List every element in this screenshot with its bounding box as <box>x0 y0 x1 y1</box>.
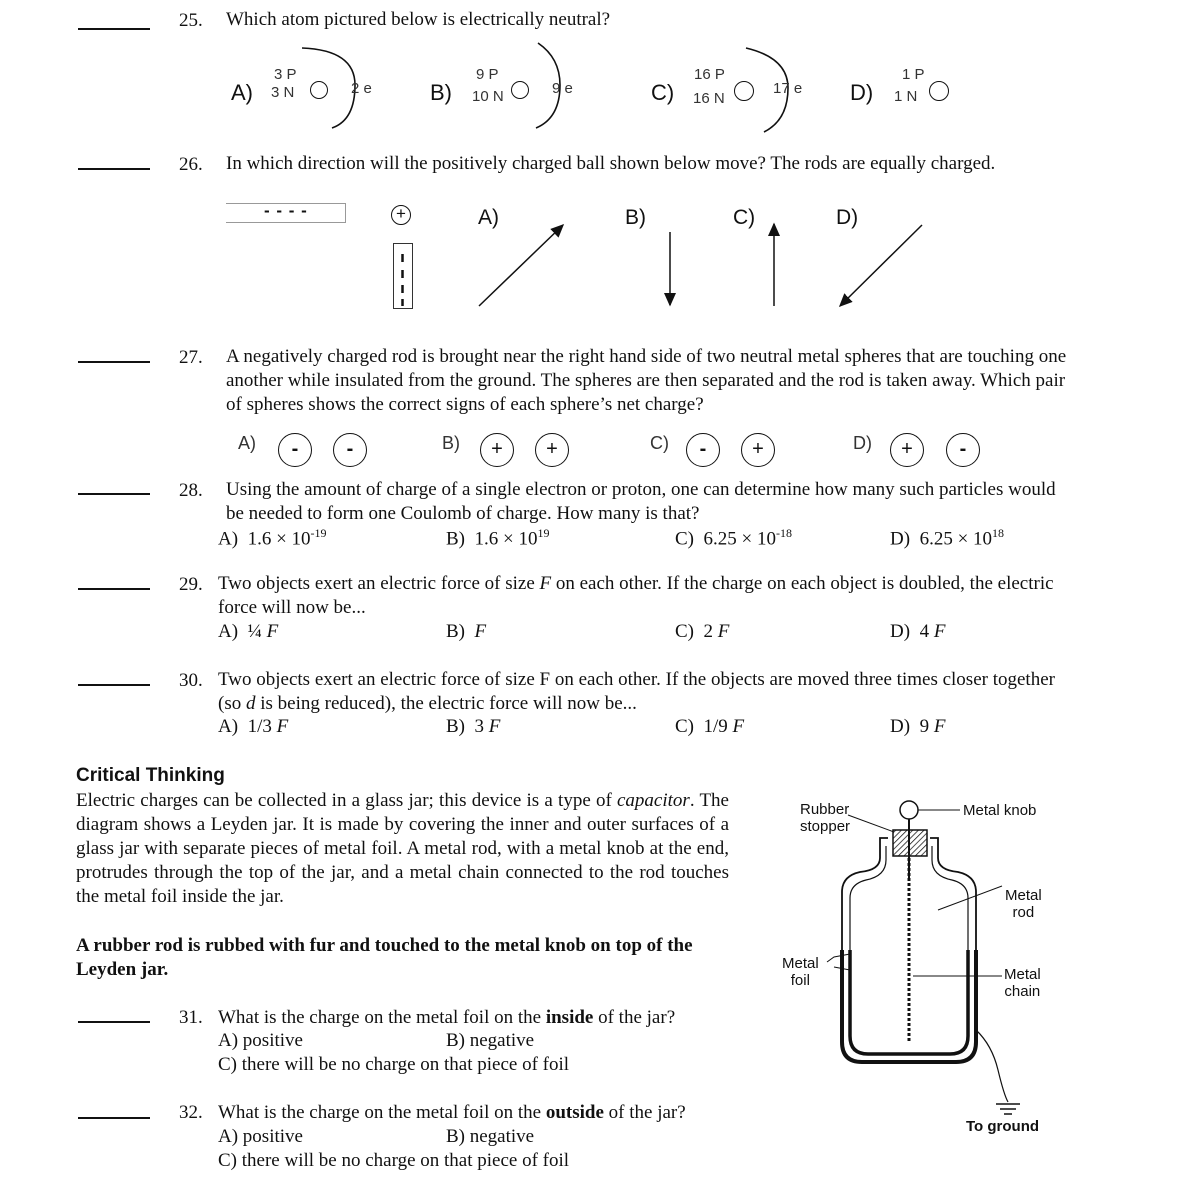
answer-option: A) $1.6 \times 10^{-19}$ <box>218 526 327 550</box>
answer-option: B) negative <box>446 1030 535 1051</box>
answer-option: D) 4 F <box>890 621 946 642</box>
answer-option: A) 1/3 F <box>218 716 289 737</box>
sphere-sign: - <box>278 433 312 467</box>
answer-option: C) 1/9 F <box>675 716 745 737</box>
option-letter: C) <box>650 433 669 453</box>
proton-count: 16 P <box>694 66 725 83</box>
question-text: A negatively charged rod is brought near the right hand side of two neutral metal spheres that are touching one another while insulated from the ground. The spheres are then separated and the rod is taken away. Which pair of spheres shows the correct signs of each sphere’s net charge? <box>226 346 1067 415</box>
answer-option: C) there will be no charge on that piece of foil <box>218 1054 570 1075</box>
question-number: 31. <box>179 1007 203 1028</box>
option-letter: D) <box>836 206 859 229</box>
electron-count: 2 e <box>351 80 372 97</box>
answer-option: A) positive <box>218 1126 303 1147</box>
sphere-sign: - <box>333 433 367 467</box>
question-text: Two objects exert an electric force of size F on each other. If the charge on each object is doubled, the electric force will now be... <box>218 573 1054 618</box>
question-text: Which atom pictured below is electrically neutral? <box>226 9 611 30</box>
arrow-down-left-icon <box>840 225 922 306</box>
option-letter: C) <box>733 206 756 229</box>
answer-blank-29[interactable] <box>78 588 150 590</box>
option-letter: B) <box>442 433 460 453</box>
answer-option: B) F <box>446 621 487 642</box>
arrow-up-right-icon <box>479 225 563 306</box>
proton-count: 1 P <box>902 66 925 83</box>
answer-option: A) positive <box>218 1030 303 1051</box>
question-text: What is the charge on the metal foil on the inside of the jar? <box>218 1007 676 1028</box>
question-number: 32. <box>179 1102 203 1123</box>
proton-count: 3 P <box>274 66 297 83</box>
sphere-sign: + <box>535 433 569 467</box>
option-letter: B) <box>625 206 646 229</box>
option-letter: A) <box>231 80 253 105</box>
option-letter: A) <box>238 433 256 453</box>
option-letter: B) <box>430 80 452 105</box>
answer-blank-31[interactable] <box>78 1021 150 1023</box>
sphere-sign: + <box>890 433 924 467</box>
option-letter: D) <box>850 80 874 105</box>
answer-option: B) negative <box>446 1126 535 1147</box>
metal-knob-label: Metal knob <box>963 802 1037 819</box>
answer-blank-32[interactable] <box>78 1117 150 1119</box>
question-number: 26. <box>179 154 203 175</box>
metal-knob-icon <box>900 801 918 819</box>
option-letter: D) <box>853 433 872 453</box>
answer-option: C) there will be no charge on that piece of foil <box>218 1150 570 1171</box>
rubber-stopper-label: Rubber stopper <box>800 801 851 835</box>
question-number: 28. <box>179 480 203 501</box>
question-number: 30. <box>179 670 203 691</box>
option-letter: A) <box>478 206 499 229</box>
answer-option: D) 9 F <box>890 716 946 737</box>
neutron-count: 1 N <box>894 88 918 105</box>
question-text: Using the amount of charge of a single electron or proton, one can determine how many such particles would be needed to form one Coulomb of charge. How many is that? <box>226 479 1056 524</box>
to-ground-label: To ground <box>966 1118 1040 1135</box>
answer-blank-28[interactable] <box>78 493 150 495</box>
question-text: In which direction will the positively charged ball shown below move? The rods are equally charged. <box>226 153 996 174</box>
positive-ball: + <box>391 205 411 225</box>
neutron-count: 3 N <box>271 84 295 101</box>
answer-option: D) $6.25 \times 10^{18}$ <box>890 526 1005 550</box>
section-heading: Critical Thinking <box>76 765 225 786</box>
question-number: 25. <box>179 10 203 31</box>
answer-blank-30[interactable] <box>78 684 150 686</box>
question-number: 27. <box>179 347 203 368</box>
proton-count: 9 P <box>476 66 499 83</box>
metal-foil-label: Metal foil <box>782 955 819 989</box>
question-text: Two objects exert an electric force of size F on each other. If the objects are moved three times closer together (so d is being reduced), the electric force will now be... <box>218 669 1055 714</box>
electron-count: 17 e <box>773 80 803 97</box>
intro-paragraph: Electric charges can be collected in a glass jar; this device is a type of capacitor. The diagram shows a Leyden jar. It is made by covering the inner and outer surfaces of a glass jar with separate pieces of metal foil. A metal rod, with a metal knob at the end, protrudes through the top of the jar, and a metal chain connected to the rod touches the metal foil inside the jar. <box>76 790 729 907</box>
option-letter: C) <box>651 80 675 105</box>
answer-blank-27[interactable] <box>78 361 150 363</box>
answer-option: C) $6.25 \times 10^{-18}$ <box>675 526 792 550</box>
electron-count: 9 e <box>552 80 573 97</box>
sphere-sign: + <box>741 433 775 467</box>
answer-option: B) $1.6 \times 10^{19}$ <box>446 526 550 550</box>
sphere-sign: - <box>686 433 720 467</box>
sphere-sign: - <box>946 433 980 467</box>
answer-option: B) 3 F <box>446 716 501 737</box>
question-text: What is the charge on the metal foil on the outside of the jar? <box>218 1102 686 1123</box>
question-number: 29. <box>179 574 203 595</box>
answer-option: C) 2 F <box>675 621 730 642</box>
negative-rod-horizontal: - - - - <box>226 203 346 223</box>
metal-chain-label: Metal chain <box>1004 966 1041 1000</box>
sphere-sign: + <box>480 433 514 467</box>
metal-rod-label: Metal rod <box>1005 887 1042 921</box>
answer-option: A) ¼ F <box>218 621 279 642</box>
neutron-count: 16 N <box>693 90 725 107</box>
instruction-text: A rubber rod is rubbed with fur and touched to the metal knob on top of the Leyden jar. <box>76 935 693 980</box>
neutron-count: 10 N <box>472 88 504 105</box>
direction-arrows <box>0 0 1195 320</box>
